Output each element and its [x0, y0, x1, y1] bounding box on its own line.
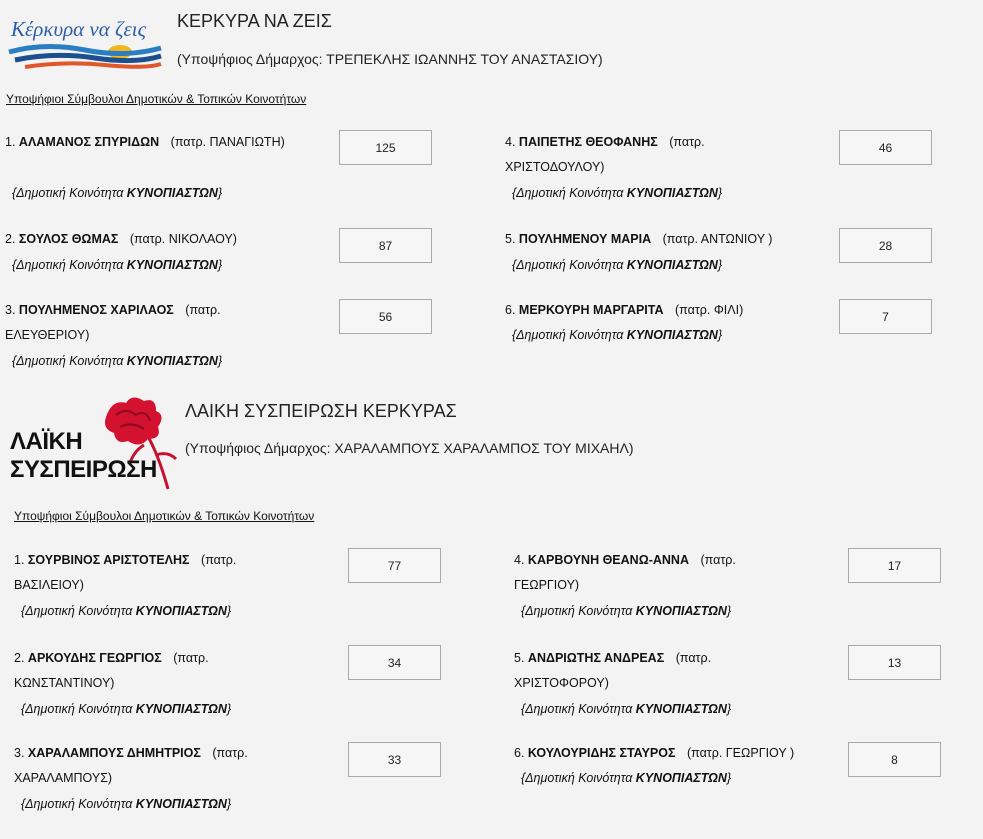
- vote-count: 7: [839, 299, 932, 334]
- candidate-name: 2. ΑΡΚΟΥΔΗΣ ΓΕΩΡΓΙΟΣ (πατρ. ΚΩΝΣΤΑΝΤΙΝΟΥ): [14, 651, 209, 690]
- candidate-name: 5. ΑΝΔΡΙΩΤΗΣ ΑΝΔΡΕΑΣ (πατρ. ΧΡΙΣΤΟΦΟΡΟΥ): [514, 651, 712, 690]
- vote-count: 77: [348, 548, 441, 583]
- logo-text-line2: ΣΥΣΠΕΙΡΩΣΗ: [10, 456, 157, 483]
- candidate-name: 1. ΑΛΑΜΑΝΟΣ ΣΠΥΡΙΔΩΝ (πατρ. ΠΑΝΑΓΙΩΤΗ): [5, 135, 285, 149]
- candidate-name: 3. ΧΑΡΑΛΑΜΠΟΥΣ ΔΗΜΗΤΡΙΟΣ (πατρ. ΧΑΡΑΛΑΜΠΟΥΣ): [14, 746, 248, 785]
- party-title: ΚΕΡΚΥΡΑ ΝΑ ΖΕΙΣ: [177, 11, 332, 31]
- mayor-candidate: (Υποψήφιος Δήμαρχος: ΧΑΡΑΛΑΜΠΟΥΣ ΧΑΡΑΛΑΜΠΟΣ ΤΟΥ ΜΙΧΑΗΛ): [185, 440, 634, 456]
- candidate-community: {Δημοτική Κοινότητα ΚΥΝΟΠΙΑΣΤΩΝ}: [21, 797, 232, 811]
- vote-count: 125: [339, 130, 432, 165]
- candidate-name: 4. ΠΑΙΠΕΤΗΣ ΘΕΟΦΑΝΗΣ (πατρ. ΧΡΙΣΤΟΔΟΥΛΟΥ): [505, 135, 705, 174]
- candidate-community: {Δημοτική Κοινότητα ΚΥΝΟΠΙΑΣΤΩΝ}: [12, 186, 223, 200]
- candidate-name: 4. ΚΑΡΒΟΥΝΗ ΘΕΑΝΩ-ΑΝΝΑ (πατρ. ΓΕΩΡΓΙΟΥ): [514, 553, 736, 592]
- candidate-community: {Δημοτική Κοινότητα ΚΥΝΟΠΙΑΣΤΩΝ}: [521, 771, 732, 785]
- party-logo-kerkyra-na-zeis: [5, 8, 165, 76]
- candidate-community: {Δημοτική Κοινότητα ΚΥΝΟΠΙΑΣΤΩΝ}: [512, 328, 723, 342]
- vote-count: 56: [339, 299, 432, 334]
- kerkyra-logo-graphic: [5, 8, 165, 76]
- vote-count: 34: [348, 645, 441, 680]
- vote-count: 28: [839, 228, 932, 263]
- vote-count: 33: [348, 742, 441, 777]
- candidate-name: 6. ΜΕΡΚΟΥΡΗ ΜΑΡΓΑΡΙΤΑ (πατρ. ΦΙΛΙ): [505, 303, 744, 317]
- logo-text-line1: ΛΑΪΚΗ: [10, 428, 83, 455]
- section-label: Υποψήφιοι Σύμβουλοι Δημοτικών & Τοπικών Κοινοτήτων: [14, 509, 315, 523]
- candidate-name: 3. ΠΟΥΛΗΜΕΝΟΣ ΧΑΡΙΛΑΟΣ (πατρ. ΕΛΕΥΘΕΡΙΟΥ): [5, 303, 221, 342]
- candidate-community: {Δημοτική Κοινότητα ΚΥΝΟΠΙΑΣΤΩΝ}: [521, 604, 732, 618]
- candidate-community: {Δημοτική Κοινότητα ΚΥΝΟΠΙΑΣΤΩΝ}: [521, 702, 732, 716]
- candidate-community: {Δημοτική Κοινότητα ΚΥΝΟΠΙΑΣΤΩΝ}: [512, 186, 723, 200]
- candidate-community: {Δημοτική Κοινότητα ΚΥΝΟΠΙΑΣΤΩΝ}: [12, 354, 223, 368]
- party-logo-laiki-syspeirosi: [8, 393, 183, 493]
- vote-count: 46: [839, 130, 932, 165]
- vote-count: 13: [848, 645, 941, 680]
- candidate-community: {Δημοτική Κοινότητα ΚΥΝΟΠΙΑΣΤΩΝ}: [12, 258, 223, 272]
- vote-count: 87: [339, 228, 432, 263]
- candidate-community: {Δημοτική Κοινότητα ΚΥΝΟΠΙΑΣΤΩΝ}: [21, 702, 232, 716]
- candidate-name: 1. ΣΟΥΡΒΙΝΟΣ ΑΡΙΣΤΟΤΕΛΗΣ (πατρ. ΒΑΣΙΛΕΙΟΥ): [14, 553, 237, 592]
- candidate-name: 5. ΠΟΥΛΗΜΕΝΟΥ ΜΑΡΙΑ (πατρ. ΑΝΤΩΝΙΟΥ ): [505, 232, 773, 246]
- vote-count: 17: [848, 548, 941, 583]
- candidate-name: 6. ΚΟΥΛΟΥΡΙΔΗΣ ΣΤΑΥΡΟΣ (πατρ. ΓΕΩΡΓΙΟΥ ): [514, 746, 795, 760]
- candidate-community: {Δημοτική Κοινότητα ΚΥΝΟΠΙΑΣΤΩΝ}: [21, 604, 232, 618]
- mayor-candidate: (Υποψήφιος Δήμαρχος: ΤΡΕΠΕΚΛΗΣ ΙΩΑΝΝΗΣ ΤΟΥ ΑΝΑΣΤΑΣΙΟΥ): [177, 51, 603, 67]
- section-label: Υποψήφιοι Σύμβουλοι Δημοτικών & Τοπικών Κοινοτήτων: [6, 92, 307, 106]
- vote-count: 8: [848, 742, 941, 777]
- candidate-name: 2. ΣΟΥΛΟΣ ΘΩΜΑΣ (πατρ. ΝΙΚΟΛΑΟΥ): [5, 232, 237, 246]
- party-title: ΛΑΙΚΗ ΣΥΣΠΕΙΡΩΣΗ ΚΕΡΚΥΡΑΣ: [185, 401, 457, 421]
- svg-text:Κέρκυρα να ζεις: Κέρκυρα να ζεις: [11, 17, 147, 41]
- candidate-community: {Δημοτική Κοινότητα ΚΥΝΟΠΙΑΣΤΩΝ}: [512, 258, 723, 272]
